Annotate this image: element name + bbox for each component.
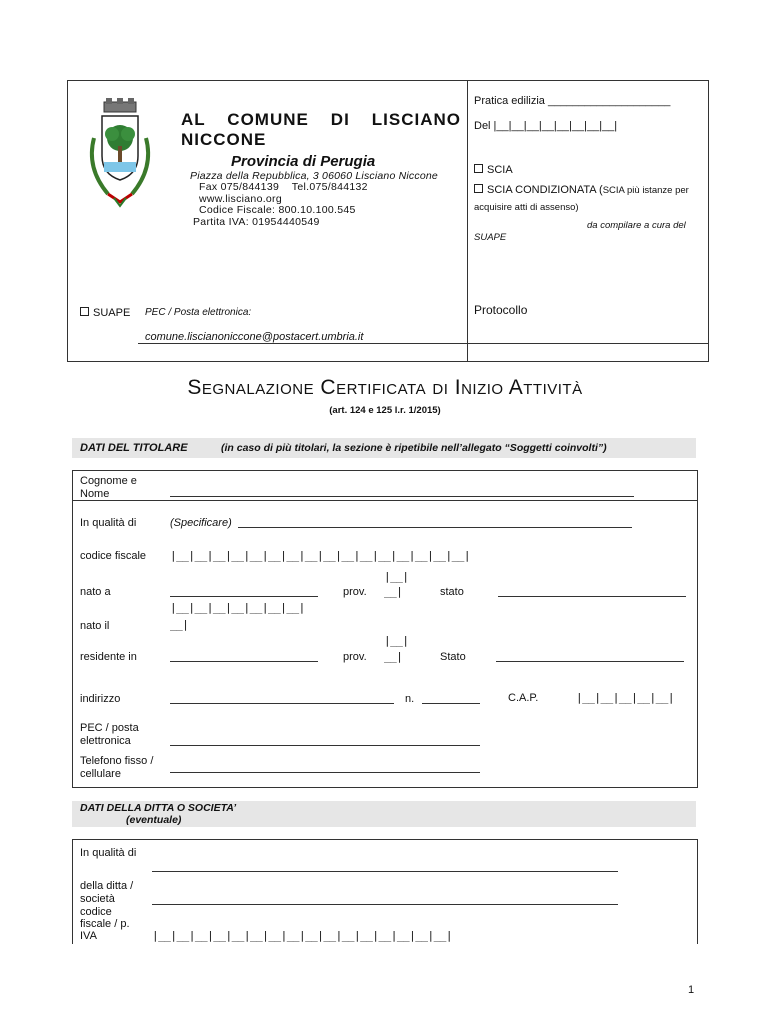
cognome-label: Cognome e Nome xyxy=(80,475,137,500)
numero-input[interactable] xyxy=(422,703,480,704)
specificare-label: (Specificare) xyxy=(170,517,232,529)
residente-label: residente in xyxy=(80,651,137,663)
telefono-label: Telefono fisso / cellulare xyxy=(80,755,154,780)
pec-label: PEC / Posta elettronica: xyxy=(145,307,252,318)
ditta-nome-label: della ditta / società xyxy=(80,880,134,905)
section-ditta-title: DATI DELLA DITTA O SOCIETA’ xyxy=(80,802,237,814)
ditta-qualita-input[interactable] xyxy=(152,871,618,872)
qualita-input[interactable] xyxy=(238,527,632,528)
res-stato-label: Stato xyxy=(440,651,466,663)
nato-il-cells-b[interactable]: __| xyxy=(170,618,189,631)
pec-underline xyxy=(138,343,468,344)
telefono-input[interactable] xyxy=(170,772,480,773)
section-titolare-divider xyxy=(72,500,697,501)
nato-stato-label: stato xyxy=(440,586,464,598)
compilare-suape: SUAPE xyxy=(474,232,507,243)
suape-label: SUAPE xyxy=(93,307,131,319)
section-titolare-title: DATI DEL TITOLARE xyxy=(80,442,188,454)
address-line-1: Piazza della Repubblica, 3 06060 Lisciano Niccone xyxy=(190,170,438,182)
ditta-cf-label: codice fiscale / p. IVA xyxy=(80,906,130,942)
pec-address: comune.liscianoniccone@postacert.umbria.it xyxy=(145,331,364,343)
nato-prov-cells-top: |__| xyxy=(384,570,409,583)
section-titolare-note: (in caso di più titolari, la sezione è ripetibile nell’allegato “Soggetti coinvolti”) xyxy=(221,442,607,454)
scia-checkbox[interactable] xyxy=(474,164,513,176)
address-line-5: Partita IVA: 01954440549 xyxy=(193,216,320,228)
ditta-cf-cells[interactable]: |__|__|__|__|__|__|__|__|__|__|__|__|__|__|__|__| xyxy=(152,929,453,942)
header-bottom-line-right xyxy=(467,343,708,344)
section-ditta-subtitle: (eventuale) xyxy=(126,814,182,826)
cf-input-cells[interactable]: |__|__|__|__|__|__|__|__|__|__|__|__|__|__|__|__| xyxy=(170,549,471,562)
addressee-title: AL COMUNE DI LISCIANO NICCONE xyxy=(181,110,461,149)
scia-condizionata-checkbox[interactable] xyxy=(474,182,699,216)
checkbox-square-icon xyxy=(80,307,89,316)
coat-of-arms-emblem xyxy=(80,98,160,210)
nato-il-label: nato il xyxy=(80,620,110,632)
protocollo-label: Protocollo xyxy=(474,303,528,317)
res-stato-input[interactable] xyxy=(496,661,684,662)
res-prov-cells-top: |__| xyxy=(384,634,409,647)
provincia-title: Provincia di Perugia xyxy=(231,153,376,170)
indirizzo-input[interactable] xyxy=(170,703,394,704)
indirizzo-label: indirizzo xyxy=(80,693,121,705)
address-line-4: Codice Fiscale: 800.10.100.545 xyxy=(199,204,356,216)
cap-label: C.A.P. xyxy=(508,692,539,704)
del-date-field[interactable]: Del |__|__|__|__|__|__|__|__| xyxy=(474,120,618,132)
document-title: Segnalazione Certificata di Inizio Attività xyxy=(187,376,583,399)
cf-label: codice fiscale xyxy=(80,550,147,562)
cognome-input[interactable] xyxy=(170,496,634,497)
nato-a-label: nato a xyxy=(80,586,111,598)
document-reference: (art. 124 e 125 l.r. 1/2015) xyxy=(329,405,441,416)
residente-input[interactable] xyxy=(170,661,318,662)
address-line-2: Fax 075/844139 Tel.075/844132 xyxy=(199,181,368,193)
scia-cond-label: SCIA CONDIZIONATA ( xyxy=(487,184,603,196)
cap-input-cells[interactable]: |__|__|__|__|__| xyxy=(576,691,674,704)
header-divider xyxy=(467,80,468,362)
nato-prov-label: prov. xyxy=(343,586,367,598)
nato-prov-cells[interactable]: __| xyxy=(384,585,403,598)
address-line-3: www.lisciano.org xyxy=(199,193,282,205)
pec-field-input[interactable] xyxy=(170,745,480,746)
pec-field-label: PEC / posta elettronica xyxy=(80,722,139,747)
numero-label: n. xyxy=(405,693,415,705)
scia-cond-note: SCIA più istanze per acquisire atti di assenso) xyxy=(474,185,689,213)
ditta-qualita-label: In qualità di xyxy=(80,847,137,859)
nato-stato-input[interactable] xyxy=(498,596,686,597)
qualita-label: In qualità di xyxy=(80,517,137,529)
res-prov-label: prov. xyxy=(343,651,367,663)
compilare-note: da compilare a cura del xyxy=(587,220,686,231)
nato-a-input[interactable] xyxy=(170,596,318,597)
scia-label: SCIA xyxy=(487,164,513,176)
section-titolare-box xyxy=(72,470,698,788)
ditta-nome-input[interactable] xyxy=(152,904,618,905)
page-number: 1 xyxy=(688,984,695,996)
pratica-edilizia-field[interactable]: Pratica edilizia ____________________ xyxy=(474,95,671,107)
checkbox-square-icon xyxy=(474,184,483,193)
suape-checkbox[interactable] xyxy=(80,307,130,319)
res-prov-cells[interactable]: __| xyxy=(384,650,403,663)
checkbox-square-icon xyxy=(474,164,483,173)
nato-il-cells-a[interactable]: |__|__|__|__|__|__|__| xyxy=(170,601,305,614)
